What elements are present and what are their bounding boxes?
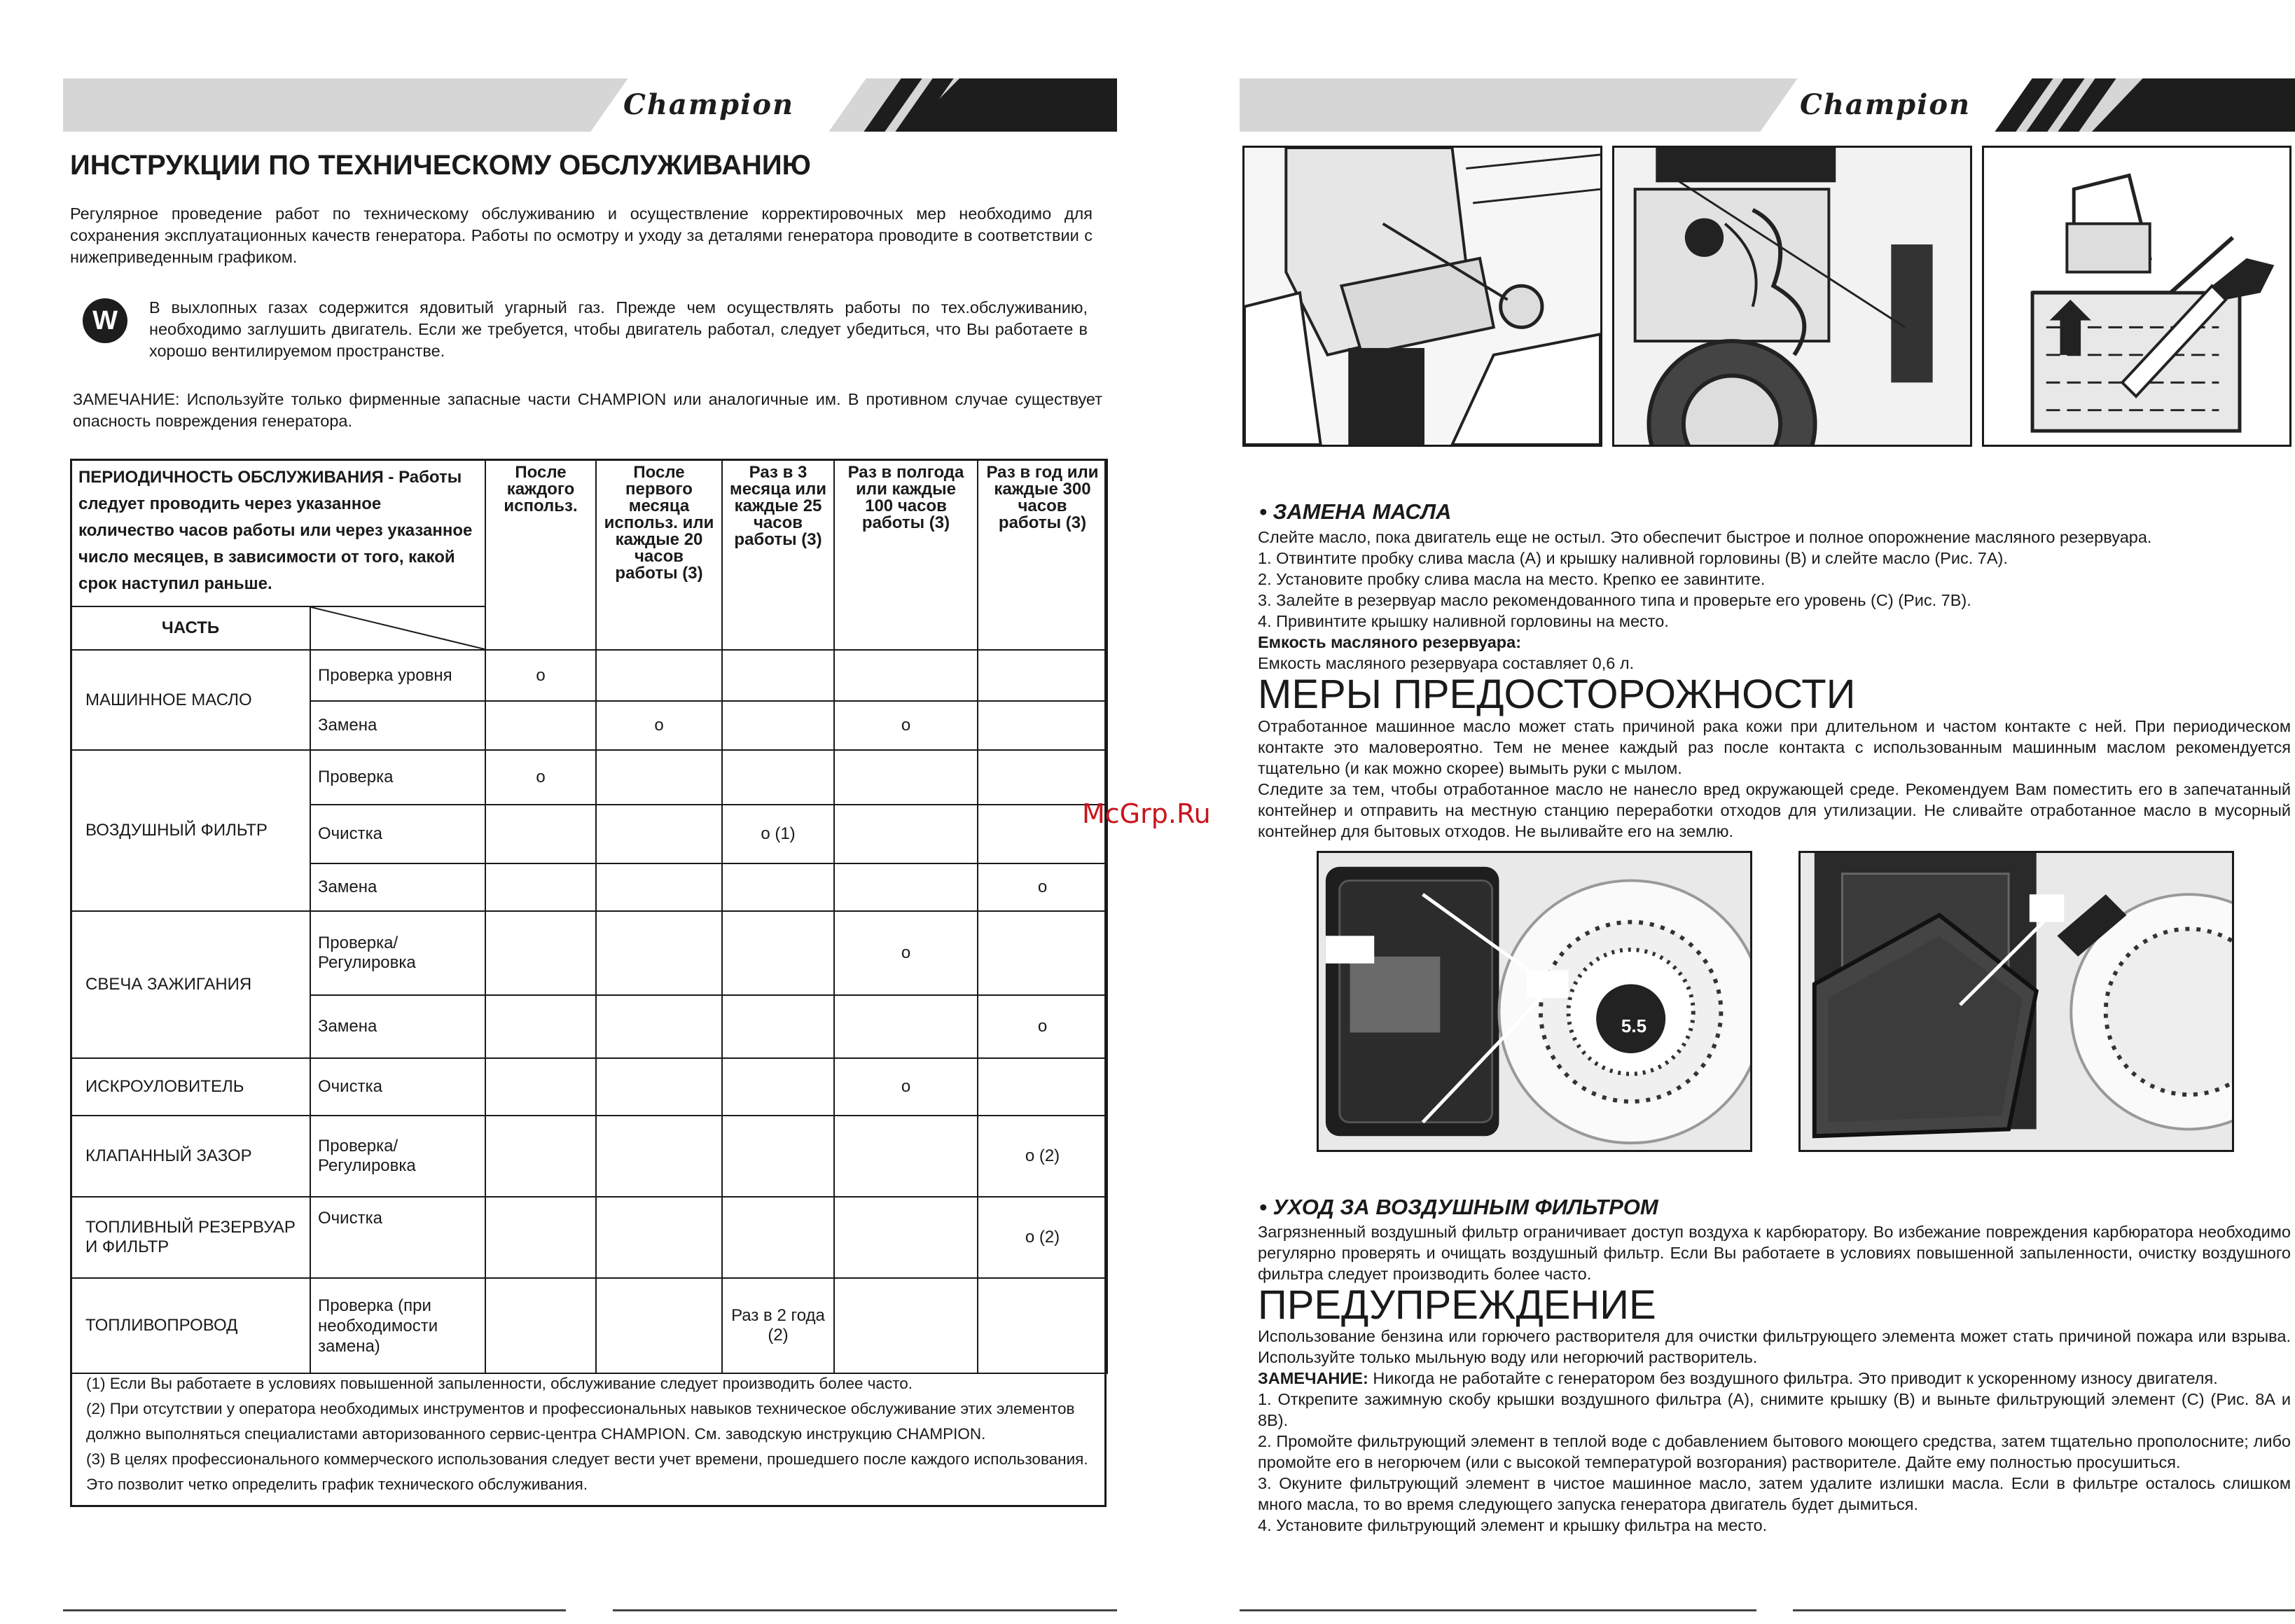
- cell: [834, 1278, 978, 1373]
- cell: [485, 701, 596, 750]
- cell: [485, 1116, 596, 1197]
- part-oil: МАШИННОЕ МАСЛО: [71, 650, 310, 750]
- cell: [485, 863, 596, 911]
- footer-line: [613, 1609, 1117, 1611]
- capacity-text: Емкость масляного резервуара составляет 0,6 л.: [1258, 654, 1635, 672]
- brand-logo: Champion: [623, 88, 795, 121]
- capacity-label: Емкость масляного резервуара:: [1258, 633, 1522, 651]
- oil-change-heading: • ЗАМЕНА МАСЛА: [1259, 499, 1452, 524]
- step-line: 3. Окуните фильтрующий элемент в чистое машинное масло, затем удалите излишки масла. Если в фильтре осталось слишком много масла, то во время следующего запуска генератора двигатель будет дымиться.: [1258, 1474, 2291, 1513]
- part-column-label: ЧАСТЬ: [71, 606, 310, 650]
- cell: [596, 995, 722, 1058]
- cell: [722, 701, 834, 750]
- step-line: 1. Открепите зажимную скобу крышки воздушного фильтра (А), снимите крышку (В) и выньте фильтрующий элемент (С) (Рис. 8А и 8В).: [1258, 1390, 2291, 1429]
- subtask: Проверка уровня: [310, 650, 485, 701]
- note-label: ЗАМЕЧАНИЕ:: [1258, 1369, 1368, 1387]
- cell: [596, 650, 722, 701]
- part-valve-clearance: КЛАПАННЫЙ ЗАЗОР: [71, 1116, 310, 1197]
- cell: [834, 750, 978, 805]
- header-band: [1240, 78, 2295, 132]
- cell: [485, 1278, 596, 1373]
- cell: o: [978, 995, 1107, 1058]
- cell: o: [596, 701, 722, 750]
- text-line: 1. Отвинтите пробку слива масла (А) и крышку наливной горловины (В) и слейте масло (Рис. 7А).: [1258, 549, 2008, 567]
- cell: [722, 650, 834, 701]
- cell: [485, 1197, 596, 1278]
- cell: [485, 1058, 596, 1116]
- air-filter-heading: • УХОД ЗА ВОЗДУШНЫМ ФИЛЬТРОМ: [1259, 1195, 1658, 1219]
- precautions-para: Отработанное машинное масло может стать причиной рака кожи при длительном и частом контакте с ней. При периодическом контакте это маловероятно. Тем не менее каждый раз после контакта с использованным машинным маслом рекомендуется тщательно (и как можно скорее) вымыть руки с мылом.: [1258, 717, 2291, 777]
- note-text: Никогда не работайте с генератором без воздушного фильтра. Это приводит к ускоренному износу двигателя.: [1368, 1369, 2218, 1387]
- warning-heading: ПРЕДУПРЕЖДЕНИЕ: [1258, 1282, 1656, 1328]
- cell: [722, 1197, 834, 1278]
- text-line: 3. Залейте в резервуар масло рекомендованного типа и проверьте его уровень (С) (Рис. 7В).: [1258, 591, 1971, 609]
- cell: [596, 911, 722, 995]
- step-line: 4. Установите фильтрующий элемент и крышку фильтра на место.: [1258, 1516, 1768, 1534]
- header-dark-block: [2092, 78, 2295, 132]
- intro-paragraph: Регулярное проведение работ по техническому обслуживанию и осуществление корректировочных мер необходимо для сохранения эксплуатационных качеств генератора. Работы по осмотру и уходу за деталями генератора проводите в соответствии с нижеприведенным графиком.: [70, 204, 1093, 266]
- cell: [978, 650, 1107, 701]
- cell: [978, 911, 1107, 995]
- cell: Раз в 2 года (2): [722, 1278, 834, 1373]
- footnote: (3) В целях профессионального коммерческого использования следует вести учет времени, прошедшего после каждого использования. Это позволит четко определить график технического обслуживания.: [86, 1450, 1088, 1493]
- cell: [722, 1116, 834, 1197]
- subtask: Проверка (при необходимости замена): [310, 1278, 485, 1373]
- warning-section: [1258, 1326, 2291, 1536]
- part-spark-plug: СВЕЧА ЗАЖИГАНИЯ: [71, 911, 310, 1058]
- subtask: Очистка: [310, 805, 485, 863]
- precautions-heading: МЕРЫ ПРЕДОСТОРОЖНОСТИ: [1258, 672, 1856, 717]
- warning-icon: W: [83, 298, 127, 343]
- cell: [596, 805, 722, 863]
- cell: [596, 1058, 722, 1116]
- cell: [834, 1116, 978, 1197]
- brand-logo: Champion: [1800, 88, 1971, 121]
- text-line: 4. Привинтите крышку наливной горловины на место.: [1258, 612, 1669, 630]
- part-spark-arrester: ИСКРОУЛОВИТЕЛЬ: [71, 1058, 310, 1116]
- text-line: Слейте масло, пока двигатель еще не остыл. Это обеспечит быстрое и полное опорожнение масляного резервуара.: [1258, 528, 2152, 546]
- warning-paragraph: В выхлопных газах содержится ядовитый угарный газ. Прежде чем осуществлять работы по тех.обслуживанию, необходимо заглушить двигатель. Если же требуется, чтобы двигатель работал, следует убедиться, что Вы работаете в хорошо вентилируемом пространстве.: [149, 298, 1088, 360]
- cell: o: [834, 1058, 978, 1116]
- cell: o (2): [978, 1116, 1107, 1197]
- footnote: (1) Если Вы работаете в условиях повышенной запыленности, обслуживание следует производить более часто.: [86, 1375, 913, 1392]
- cell: [596, 1197, 722, 1278]
- cell: [485, 995, 596, 1058]
- cell: o: [485, 750, 596, 805]
- cell: o (1): [722, 805, 834, 863]
- cell: [978, 750, 1107, 805]
- subtask: Проверка/ Регулировка: [310, 911, 485, 995]
- col-header: Раз в 3 месяца или каждые 25 часов работы (3): [722, 459, 834, 650]
- air-filter-element-photo: [1798, 851, 2234, 1152]
- subtask: Проверка: [310, 750, 485, 805]
- subtask: Замена: [310, 701, 485, 750]
- cell: [834, 995, 978, 1058]
- cell: o: [485, 650, 596, 701]
- cell: o (2): [978, 1197, 1107, 1278]
- cell: [596, 750, 722, 805]
- step-line: 2. Промойте фильтрующий элемент в теплой воде с добавлением бытового моющего средства, затем тщательно прополосните; либо промойте его в негорючем (или с высокой температурой возгорания) растворителе. Дайте ему полностью просушиться.: [1258, 1432, 2291, 1471]
- col-header: Раз в год или каждые 300 часов работы (3): [978, 459, 1107, 650]
- cell: [596, 1116, 722, 1197]
- oil-change-text: [1258, 527, 2291, 674]
- subtask: Замена: [310, 995, 485, 1058]
- generator-filler-illustration: [1612, 146, 1972, 447]
- part-air-filter: ВОЗДУШНЫЙ ФИЛЬТР: [71, 750, 310, 911]
- col-header: После первого месяца использ. или каждые 20 часов работы (3): [596, 459, 722, 650]
- part-fuel-tank: ТОПЛИВНЫЙ РЕЗЕРВУАР И ФИЛЬТР: [71, 1197, 310, 1278]
- cell: o: [834, 911, 978, 995]
- precautions-para: Следите за тем, чтобы отработанное масло не нанесло вред окружающей среде. Рекомендуем Вам поместить его в запечатанный контейнер и отправить на местную станцию переработки отходов для утилизации. Не сливайте отработанное масло в мусорный контейнер для бытовых отходов. Не выливайте его на землю.: [1258, 780, 2291, 840]
- cell: [722, 750, 834, 805]
- cell: [722, 863, 834, 911]
- cell: [978, 1278, 1107, 1373]
- part-fuel-line: ТОПЛИВОПРОВОД: [71, 1278, 310, 1373]
- warning-text: Использование бензина или горючего растворителя для очистки фильтрующего элемента может стать причиной пожара или взрыва. Используйте только мыльную воду или негорючий растворитель.: [1258, 1327, 2291, 1366]
- table-footnotes: [86, 1371, 1095, 1497]
- watermark: McGrp.Ru: [1082, 798, 1211, 829]
- cell: [834, 1197, 978, 1278]
- cell: [834, 805, 978, 863]
- subtask: Замена: [310, 863, 485, 911]
- note-paragraph: ЗАМЕЧАНИЕ: Используйте только фирменные запасные части CHAMPION или аналогичные им. В противном случае существует опасность повреждения генератора.: [73, 390, 1102, 430]
- cell: [722, 911, 834, 995]
- subtask: Очистка: [310, 1197, 485, 1278]
- cell: [834, 650, 978, 701]
- precautions-text: [1258, 716, 2291, 842]
- col-header: Раз в полгода или каждые 100 часов работы (3): [834, 459, 978, 650]
- text-line: 2. Установите пробку слива масла на место. Крепко ее завинтите.: [1258, 570, 1766, 588]
- footer-line: [1240, 1609, 1756, 1611]
- cell: [722, 995, 834, 1058]
- diagonal-cell: [310, 606, 485, 650]
- cell: [834, 863, 978, 911]
- cell: [485, 805, 596, 863]
- cell: [722, 1058, 834, 1116]
- subtask: Очистка: [310, 1058, 485, 1116]
- maintenance-table: [70, 459, 1107, 1507]
- cell: o: [978, 863, 1107, 911]
- oil-level-illustration: [1982, 146, 2291, 447]
- cell: o: [834, 701, 978, 750]
- engine-badge: 5.5: [1621, 1015, 1647, 1036]
- subtask: Проверка/ Регулировка: [310, 1116, 485, 1197]
- col-header: После каждого использ.: [485, 459, 596, 650]
- air-filter-cover-photo: [1317, 851, 1752, 1152]
- cell: [978, 701, 1107, 750]
- note-line: [1258, 1368, 2291, 1389]
- page-title: ИНСТРУКЦИИ ПО ТЕХНИЧЕСКОМУ ОБСЛУЖИВАНИЮ: [70, 150, 811, 181]
- cell: [485, 911, 596, 995]
- footer-line: [63, 1609, 566, 1611]
- footnote: (2) При отсутствии у оператора необходимых инструментов и профессиональных навыков техническое обслуживание этих элементов должно выполняться специалистами авторизованного сервис-центра CHAMPION. См. заводскую инструкцию CHAMPION.: [86, 1400, 1075, 1443]
- cell: [978, 1058, 1107, 1116]
- air-filter-text: Загрязненный воздушный фильтр ограничивает доступ воздуха к карбюратору. Во избежание повреждения карбюратора необходимо регулярно проверять и очищать воздушный фильтр. Если Вы работаете в условиях повышенной запыленности, очистку воздушного фильтра следует производить более часто.: [1258, 1223, 2291, 1283]
- table-header-main: ПЕРИОДИЧНОСТЬ ОБСЛУЖИВАНИЯ - Работы следует проводить через указанное количество часов работы или через указанное число месяцев, в зависимости от того, какой срок наступил раньше.: [71, 459, 485, 606]
- header-band: [63, 78, 1117, 132]
- engine-oil-drain-illustration: [1242, 146, 1602, 447]
- cell: [596, 863, 722, 911]
- footer-line: [1793, 1609, 2295, 1611]
- cell: [596, 1278, 722, 1373]
